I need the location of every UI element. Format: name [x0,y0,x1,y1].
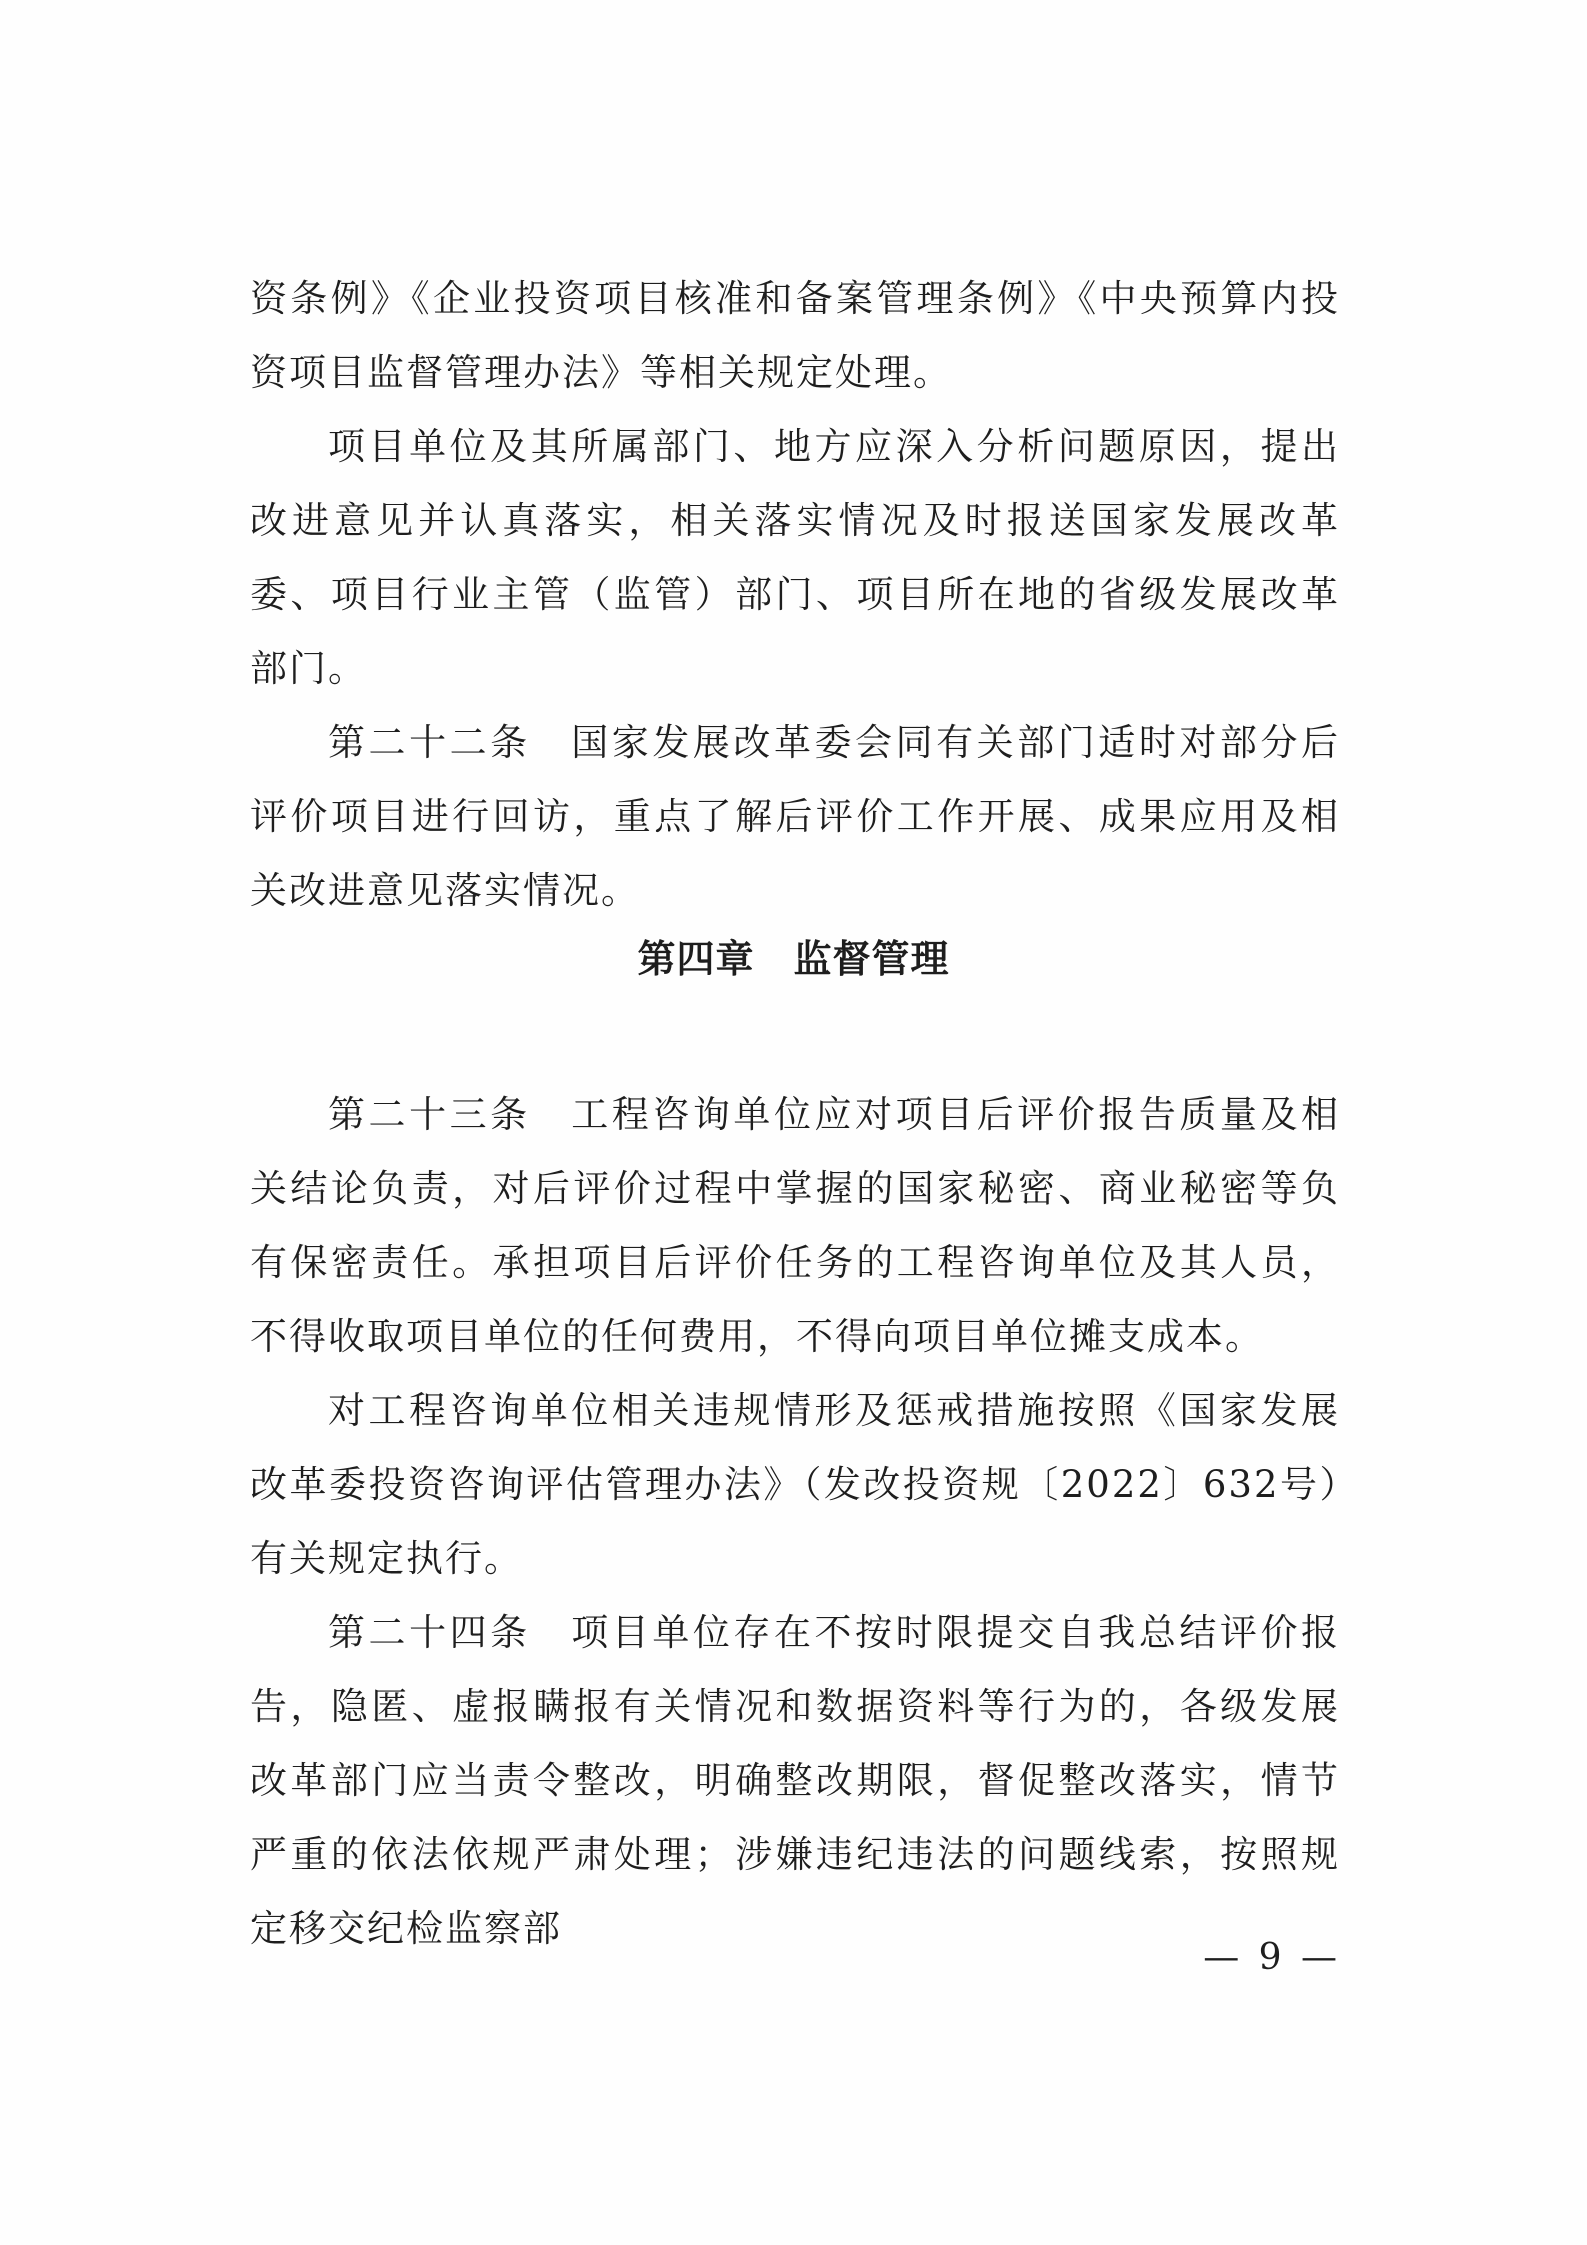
text-block-lower [250,1078,1340,1966]
paragraph-continuation: 资条例》《企业投资项目核准和备案管理条例》《中央预算内投资项目监督管理办法》等相关规定处理。 [250,277,1340,394]
article-22: 第二十二条 国家发展改革委会同有关部门适时对部分后评价项目进行回访，重点了解后评价工作开展、成果应用及相关改进意见落实情况。 [250,721,1340,912]
chapter-title: 第四章 监督管理 [637,937,950,981]
page-number: — 9 — [1203,1937,1341,1978]
article-23: 第二十三条 工程咨询单位应对项目后评价报告质量及相关结论负责，对后评价过程中掌握的国家秘密、商业秘密等负有保密责任。承担项目后评价任务的工程咨询单位及其人员，不得收取项目单位的任何费用，不得向项目单位摊支成本。 [250,1093,1340,1358]
paragraph: 项目单位及其所属部门、地方应深入分析问题原因，提出改进意见并认真落实，相关落实情况及时报送国家发展改革委、项目行业主管（监管）部门、项目所在地的省级发展改革部门。 [250,425,1340,690]
article-24: 第二十四条 项目单位存在不按时限提交自我总结评价报告，隐匿、虚报瞒报有关情况和数据资料等行为的，各级发展改革部门应当责令整改，明确整改期限，督促整改落实，情节严重的依法依规严肃处理；涉嫌违纪违法的问题线索，按照规定移交纪检监察部 [250,1611,1340,1950]
text-block-upper [250,262,1340,928]
paragraph: 对工程咨询单位相关违规情形及惩戒措施按照《国家发展改革委投资咨询评估管理办法》（发改投资规〔2022〕632号）有关规定执行。 [250,1389,1340,1580]
